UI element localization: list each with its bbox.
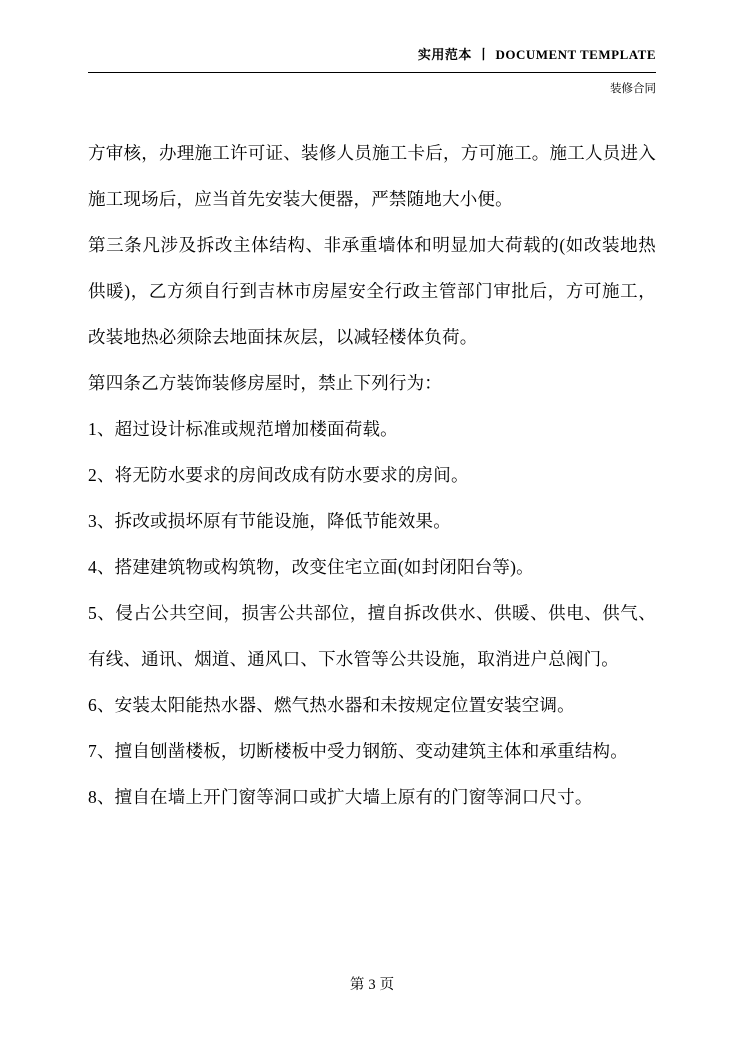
body-paragraph: 方审核，办理施工许可证、装修人员施工卡后，方可施工。施工人员进入施工现场后，应当首先安装大便器，严禁随地大小便。 bbox=[88, 143, 656, 209]
body-paragraph: 4、搭建建筑物或构筑物，改变住宅立面(如封闭阳台等)。 bbox=[88, 557, 534, 577]
footer-suffix: 页 bbox=[379, 977, 395, 993]
footer-prefix: 第 bbox=[349, 977, 365, 993]
page-header bbox=[88, 0, 656, 96]
header-title-cn: 实用范本 bbox=[417, 47, 472, 62]
body-paragraph: 5、侵占公共空间，损害公共部位，擅自拆改供水、供暖、供电、供气、有线、通讯、烟道、通风口、下水管等公共设施，取消进户总阀门。 bbox=[88, 603, 656, 669]
body-paragraph: 第四条乙方装饰装修房屋时，禁止下列行为： bbox=[88, 373, 442, 393]
body-paragraph: 2、将无防水要求的房间改成有防水要求的房间。 bbox=[88, 465, 469, 485]
body-paragraph: 8、擅自在墙上开门窗等洞口或扩大墙上原有的门窗等洞口尺寸。 bbox=[88, 787, 593, 807]
header-subtitle: 装修合同 bbox=[610, 83, 656, 95]
body-paragraph: 第三条凡涉及拆改主体结构、非承重墙体和明显加大荷载的(如改装地热供暖)，乙方须自行到吉林市房屋安全行政主管部门审批后，方可施工，改装地热必须除去地面抹灰层，以减轻楼体负荷。 bbox=[88, 235, 656, 347]
footer-page-number: 3 bbox=[368, 977, 376, 993]
body-paragraph: 7、擅自刨凿楼板，切断楼板中受力钢筋、变动建筑主体和承重结构。 bbox=[88, 741, 628, 761]
header-divider bbox=[88, 72, 656, 73]
body-paragraph: 3、拆改或损坏原有节能设施，降低节能效果。 bbox=[88, 511, 451, 531]
header-title-separator: 丨 bbox=[476, 47, 491, 62]
header-title-en: DOCUMENT TEMPLATE bbox=[495, 47, 656, 62]
document-body bbox=[88, 130, 656, 820]
header-title bbox=[88, 44, 656, 63]
body-paragraph: 6、安装太阳能热水器、燃气热水器和未按规定位置安装空调。 bbox=[88, 695, 575, 715]
body-paragraph: 1、超过设计标准或规范增加楼面荷载。 bbox=[88, 419, 398, 439]
page-footer bbox=[0, 973, 744, 994]
